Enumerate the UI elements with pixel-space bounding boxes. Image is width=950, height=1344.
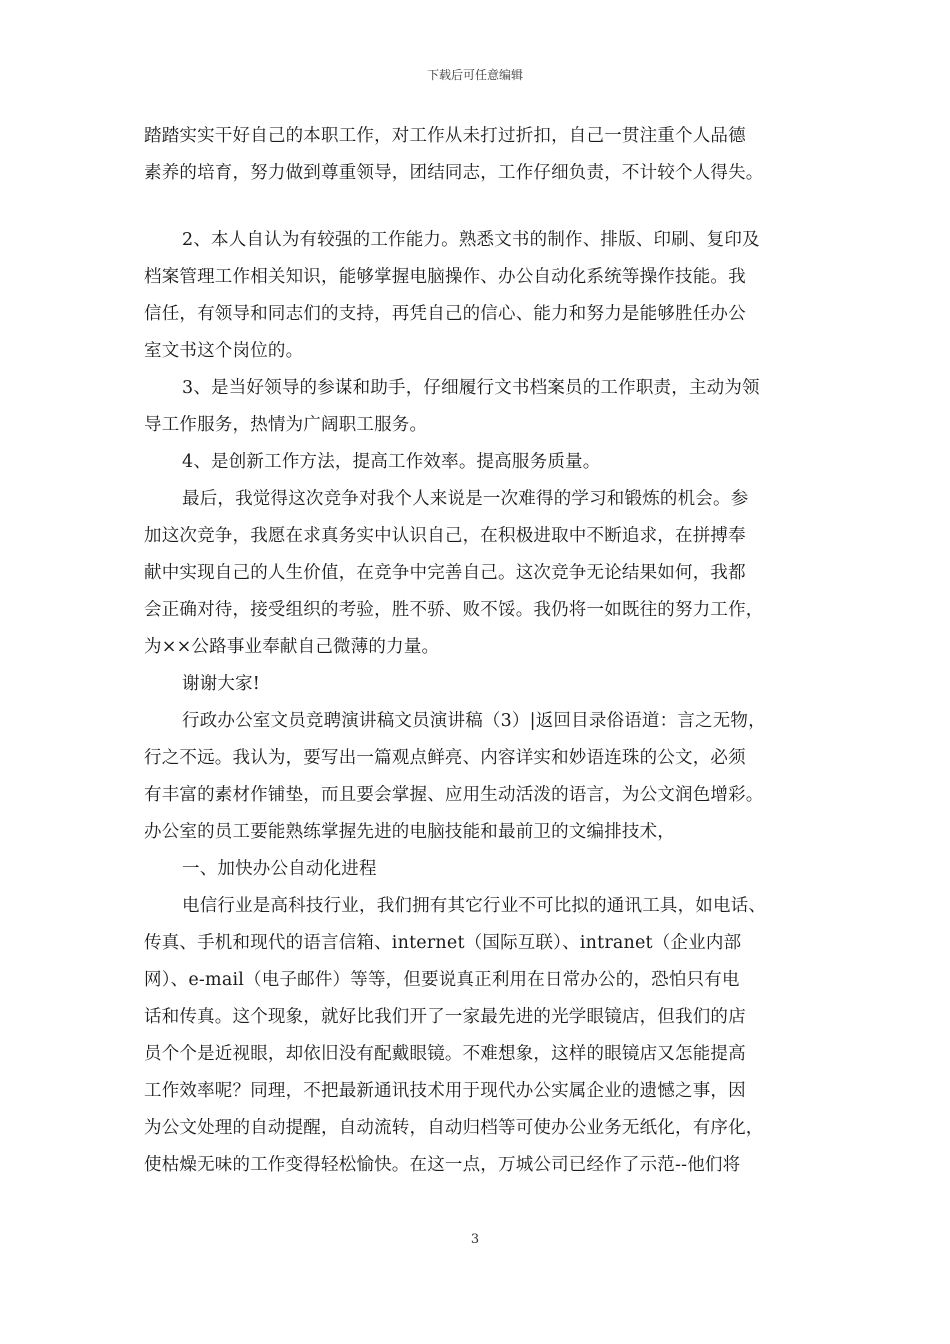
- text-line: 使枯燥无味的工作变得轻松愉快。在这一点，万城公司已经作了示范--他们将: [144, 1155, 741, 1175]
- page-header: 下载后可任意编辑: [426, 68, 523, 82]
- text-line: 档案管理工作相关知识，能够掌握电脑操作、办公自动化系统等操作技能。我: [144, 267, 746, 287]
- document-body: [144, 118, 820, 1184]
- text-line: 行政办公室文员竞聘演讲稿文员演讲稿（3）|返回目录俗语道：言之无物，: [182, 711, 766, 731]
- text-line: 工作效率呢？同理，不把最新通讯技术用于现代办公实属企业的遗憾之事，因: [144, 1081, 746, 1101]
- text-line: 会正确对待，接受组织的考验，胜不骄、败不馁。我仍将一如既往的努力工作，: [144, 600, 764, 620]
- text-line: 员个个是近视眼，却依旧没有配戴眼镜。不难想象，这样的眼镜店又怎能提高: [144, 1044, 746, 1064]
- text-line: 一、加快办公自动化进程: [182, 859, 377, 879]
- text-line: 踏踏实实干好自己的本职工作，对工作从未打过折扣，自己一贯注重个人品德: [144, 126, 746, 146]
- text-line: 行之不远。我认为，要写出一篇观点鲜亮、内容详实和妙语连珠的公文，必须: [144, 748, 746, 768]
- page-number: 3: [470, 1232, 480, 1247]
- text-line: 有丰富的素材作铺垫，而且要会掌握、应用生动活泼的语言，为公文润色增彩。: [144, 785, 764, 805]
- text-line: 4、是创新工作方法，提高工作效率。提高服务质量。: [182, 452, 601, 472]
- text-line: 加这次竞争，我愿在求真务实中认识自己，在积极进取中不断追求，在拼搏奉: [144, 526, 746, 546]
- text-line: 话和传真。这个现象，就好比我们开了一家最先进的光学眼镜店，但我们的店: [144, 1007, 746, 1027]
- text-line: 谢谢大家!: [182, 674, 261, 694]
- text-line: 3、是当好领导的参谋和助手，仔细履行文书档案员的工作职责，主动为领: [182, 378, 760, 398]
- text-line: 电信行业是高科技行业，我们拥有其它行业不可比拟的通讯工具，如电话、: [182, 896, 767, 916]
- text-line: 办公室的员工要能熟练掌握先进的电脑技能和最前卫的文编排技术，: [144, 822, 675, 842]
- text-line: 为××公路事业奉献自己微薄的力量。: [144, 637, 440, 657]
- text-line: 为公文处理的自动提醒，自动流转，自动归档等可使办公业务无纸化，有序化，: [144, 1118, 764, 1138]
- text-line: 导工作服务，热情为广阔职工服务。: [144, 415, 428, 435]
- text-line: 信任，有领导和同志们的支持，再凭自己的信心、能力和努力是能够胜任办公: [144, 304, 746, 324]
- text-line: 素养的培育，努力做到尊重领导，团结同志，工作仔细负责，不计较个人得失。: [144, 163, 764, 183]
- text-line: 2、本人自认为有较强的工作能力。熟悉文书的制作、排版、印刷、复印及: [182, 230, 760, 250]
- text-line: 传真、手机和现代的语言信箱、internet（国际互联）、intranet（企业内部: [144, 933, 742, 953]
- text-line: 室文书这个岗位的。: [144, 341, 304, 361]
- text-line: 献中实现自己的人生价值，在竞争中完善自己。这次竞争无论结果如何，我都: [144, 563, 746, 583]
- text-line: 网）、e-mail（电子邮件）等等，但要说真正利用在日常办公的，恐怕只有电: [144, 970, 740, 990]
- text-line: 最后，我觉得这次竞争对我个人来说是一次难得的学习和锻炼的机会。参: [182, 489, 749, 509]
- paragraph-gap: [144, 192, 820, 222]
